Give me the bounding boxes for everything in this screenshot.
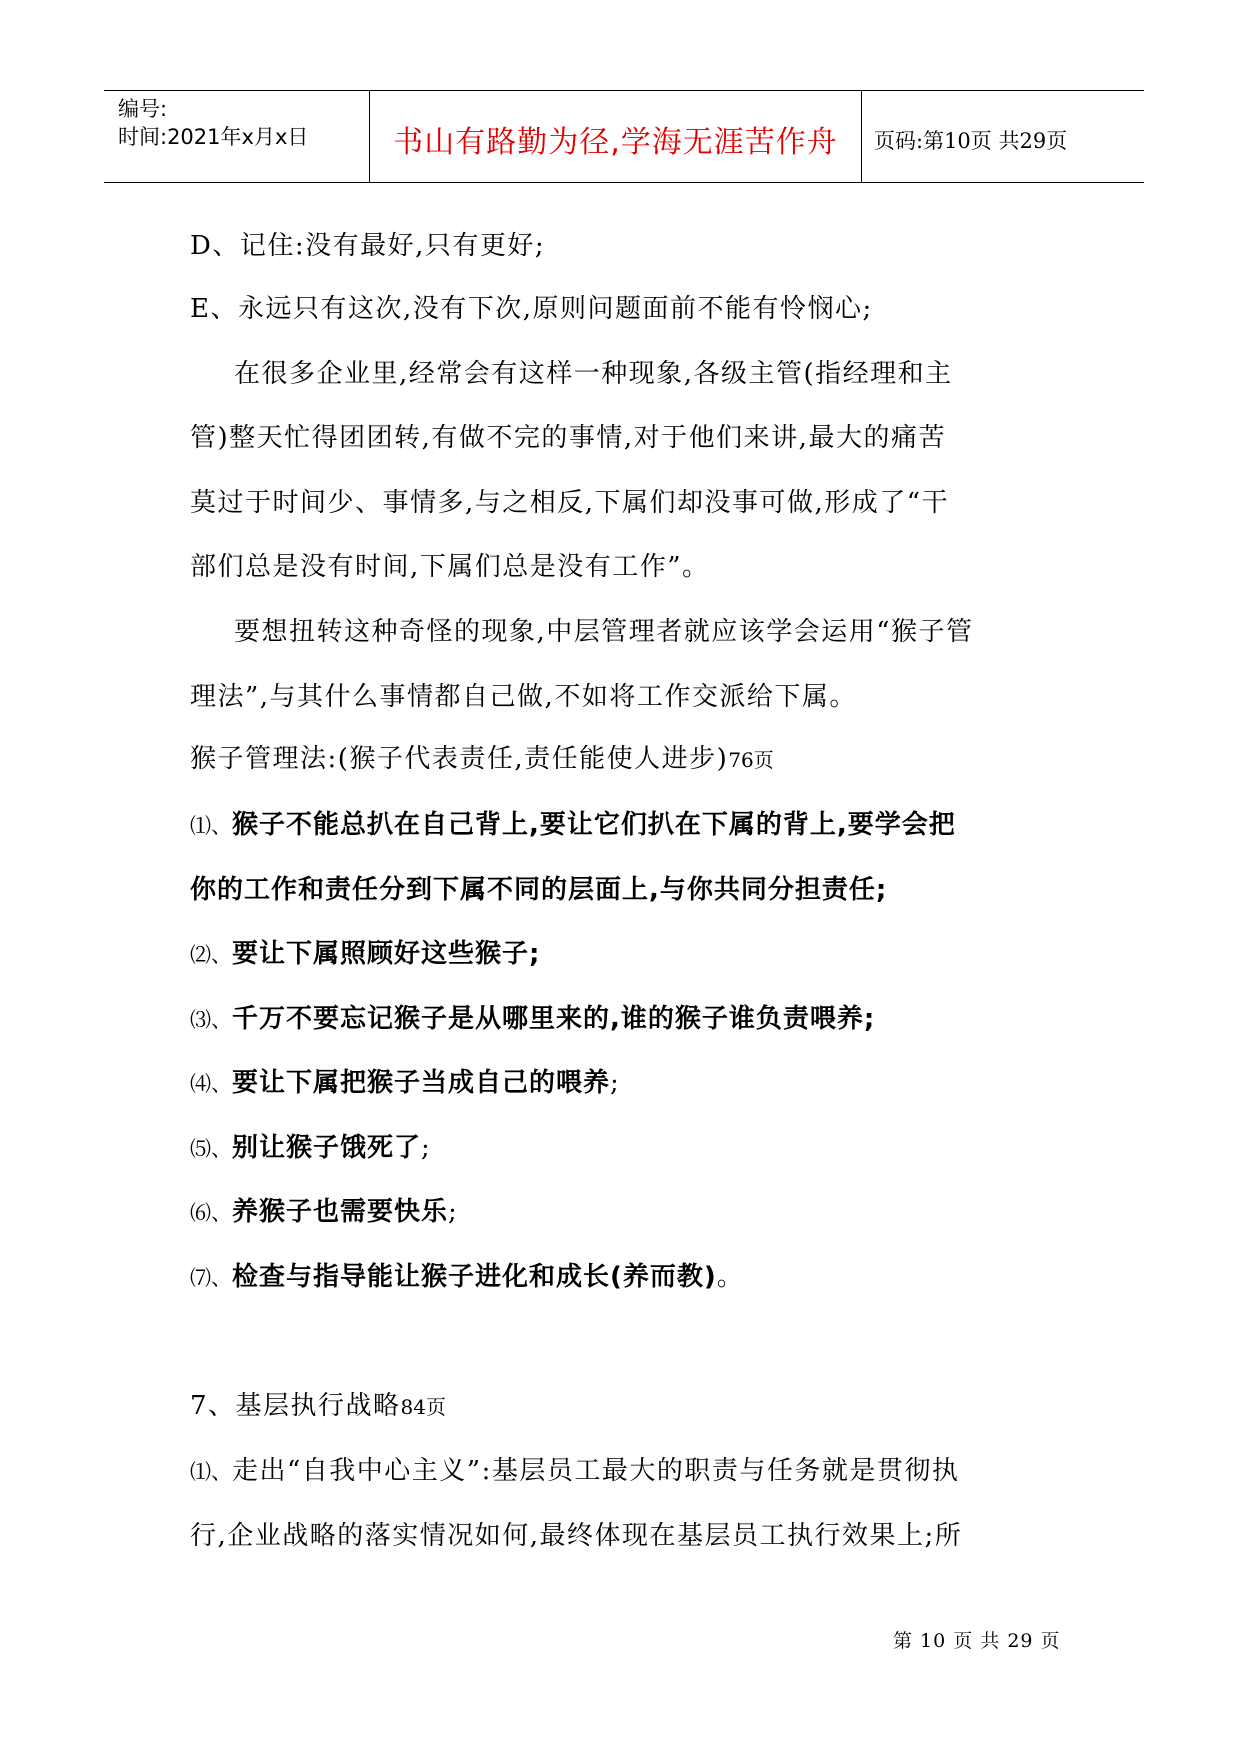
item-tail: ;	[448, 1197, 458, 1227]
monkey-item-4	[190, 1066, 1070, 1101]
item-text: 要让下属照顾好这些猴子;	[232, 939, 541, 969]
section-7-page-ref: 84页	[400, 1395, 446, 1419]
paragraph-2-line-1: 要想扭转这种奇怪的现象,中层管理者就应该学会运用“猴子管	[234, 617, 974, 647]
header-right-cell	[862, 91, 1144, 182]
monkey-item-7	[190, 1260, 1070, 1295]
paragraph-1-line-1: 在很多企业里,经常会有这样一种现象,各级主管(指经理和主	[234, 359, 953, 389]
document-number-label: 编号:	[118, 97, 168, 121]
monkey-item-2	[190, 937, 1070, 972]
paragraph-1-line-3: 莫过于时间少、事情多,与之相反,下属们却没事可做,形成了“干	[190, 488, 950, 518]
monkey-item-1-line-1	[190, 808, 1070, 843]
item-marker: ⑹、	[190, 1201, 232, 1225]
item-marker: ⑴、	[190, 814, 232, 838]
item-tail: ;	[610, 1068, 620, 1098]
paragraph-2-line-2: 理法”,与其什么事情都自己做,不如将工作交派给下属。	[190, 682, 857, 712]
section-7-item-1-line-1	[190, 1454, 1070, 1489]
monkey-method-title	[190, 742, 1070, 777]
document-time-label: 时间:2021年x月x日	[118, 125, 309, 149]
item-text: 走出“自我中心主义”:基层员工最大的职责与任务就是贯彻执	[232, 1456, 960, 1486]
paragraph-1-line-2: 管)整天忙得团团转,有做不完的事情,对于他们来讲,最大的痛苦	[190, 423, 946, 453]
item-marker: ⑷、	[190, 1072, 232, 1096]
header-center-cell	[369, 91, 862, 182]
item-text: 检查与指导能让猴子进化和成长(养而教)	[232, 1262, 717, 1292]
item-text: 别让猴子饿死了	[232, 1133, 422, 1163]
monkey-item-1-line-2: 你的工作和责任分到下属不同的层面上,与你共同分担责任;	[190, 875, 888, 905]
item-text: 要让下属把猴子当成自己的喂养	[232, 1068, 611, 1098]
monkey-item-6	[190, 1195, 1070, 1230]
item-marker: ⑴、	[190, 1460, 232, 1484]
item-text: 养猴子也需要快乐	[232, 1197, 449, 1227]
page-footer: 第 10 页 共 29 页	[893, 1630, 1061, 1652]
point-d: D、记住:没有最好,只有更好;	[190, 231, 546, 261]
monkey-method-page-ref: 76页	[728, 748, 774, 772]
monkey-item-3	[190, 1002, 1070, 1037]
page-header	[104, 90, 1144, 183]
monkey-method-title-text: 猴子管理法:(猴子代表责任,责任能使人进步)	[190, 744, 729, 774]
item-marker: ⑶、	[190, 1008, 232, 1032]
item-tail: 。	[716, 1262, 744, 1292]
item-marker: ⑸、	[190, 1137, 232, 1161]
item-marker: ⑵、	[190, 943, 232, 967]
section-7-title-text: 7、基层执行战略	[190, 1391, 401, 1421]
item-text: 千万不要忘记猴子是从哪里来的,谁的猴子谁负责喂养;	[232, 1004, 876, 1034]
header-left-cell	[104, 91, 369, 182]
header-motto: 书山有路勤为径,学海无涯苦作舟	[393, 125, 838, 160]
item-text: 猴子不能总扒在自己背上,要让它们扒在下属的背上,要学会把	[232, 810, 956, 840]
section-7-title	[190, 1389, 1070, 1424]
section-7-item-1-line-2: 行,企业战略的落实情况如何,最终体现在基层员工执行效果上;所	[190, 1521, 963, 1551]
item-marker: ⑺、	[190, 1266, 232, 1290]
header-page-label: 页码:第10页 共29页	[874, 129, 1068, 153]
point-e: E、永远只有这次,没有下次,原则问题面前不能有怜悯心;	[190, 294, 873, 324]
monkey-item-5	[190, 1131, 1070, 1166]
item-tail: ;	[421, 1133, 431, 1163]
paragraph-1-line-4: 部们总是没有时间,下属们总是没有工作”。	[190, 552, 710, 582]
